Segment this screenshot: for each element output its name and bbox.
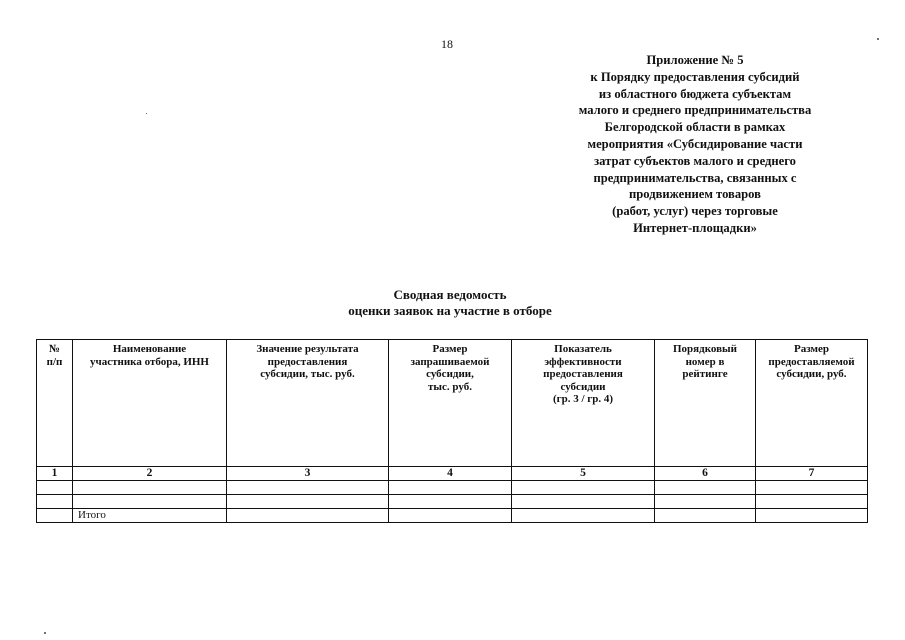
header-cell-requested-amount: Размер запрашиваемой субсидии, тыс. руб. bbox=[389, 340, 512, 467]
table-cell bbox=[655, 495, 756, 509]
page-number: 18 bbox=[441, 37, 453, 51]
appendix-line: из областного бюджета субъектам bbox=[598, 86, 792, 101]
column-number-row bbox=[37, 467, 868, 481]
summary-table bbox=[36, 339, 868, 523]
appendix-line: мероприятия «Субсидирование части bbox=[587, 136, 803, 151]
summary-table-container bbox=[36, 339, 868, 523]
table-cell bbox=[512, 509, 655, 523]
table-cell bbox=[756, 481, 868, 495]
table-cell bbox=[37, 509, 73, 523]
column-number-cell: 1 bbox=[37, 467, 73, 481]
appendix-line: к Порядку предоставления субсидий bbox=[590, 69, 800, 84]
column-number-cell: 6 bbox=[655, 467, 756, 481]
table-cell bbox=[37, 481, 73, 495]
header-cell-granted-amount: Размер предоставляемой субсидии, руб. bbox=[756, 340, 868, 467]
header-cell-result-value: Значение результата предоставления субсидии, тыс. руб. bbox=[227, 340, 389, 467]
column-number-cell: 3 bbox=[227, 467, 389, 481]
column-number-cell: 5 bbox=[512, 467, 655, 481]
document-title bbox=[300, 287, 600, 319]
appendix-line: предпринимательства, связанных с bbox=[593, 170, 797, 185]
appendix-line: малого и среднего предпринимательства bbox=[578, 103, 812, 118]
title-line-1: Сводная ведомость bbox=[393, 287, 507, 302]
column-number-cell: 4 bbox=[389, 467, 512, 481]
table-row bbox=[37, 495, 868, 509]
appendix-line: Приложение № 5 bbox=[646, 53, 744, 67]
table-cell bbox=[227, 495, 389, 509]
table-cell bbox=[227, 509, 389, 523]
header-cell-number: № п/п bbox=[37, 340, 73, 467]
table-cell bbox=[73, 495, 227, 509]
header-cell-efficiency: Показатель эффективности предоставления субсидии (гр. 3 / гр. 4) bbox=[512, 340, 655, 467]
header-cell-participant: Наименование участника отбора, ИНН bbox=[73, 340, 227, 467]
column-number-cell: 2 bbox=[73, 467, 227, 481]
table-cell bbox=[73, 481, 227, 495]
appendix-line: Интернет-площадки» bbox=[633, 220, 757, 235]
appendix-line: Белгородской области в рамках bbox=[604, 120, 786, 135]
table-cell bbox=[512, 495, 655, 509]
table-cell bbox=[389, 495, 512, 509]
appendix-header bbox=[540, 52, 850, 237]
table-cell bbox=[389, 481, 512, 495]
scan-speck bbox=[146, 113, 147, 114]
table-cell bbox=[227, 481, 389, 495]
appendix-line: (работ, услуг) через торговые bbox=[612, 204, 778, 219]
table-cell bbox=[512, 481, 655, 495]
total-label: Итого bbox=[73, 509, 227, 523]
column-number-cell: 7 bbox=[756, 467, 868, 481]
header-cell-rank: Порядковый номер в рейтинге bbox=[655, 340, 756, 467]
table-row bbox=[37, 481, 868, 495]
header-row bbox=[37, 340, 868, 467]
table-cell bbox=[389, 509, 512, 523]
title-line-2: оценки заявок на участие в отборе bbox=[348, 303, 552, 318]
table-cell bbox=[655, 509, 756, 523]
table-cell bbox=[37, 495, 73, 509]
scan-speck bbox=[877, 38, 879, 40]
table-cell bbox=[756, 509, 868, 523]
appendix-line: продвижением товаров bbox=[629, 187, 761, 202]
total-row bbox=[37, 509, 868, 523]
appendix-line: затрат субъектов малого и среднего bbox=[594, 153, 796, 168]
scan-speck bbox=[44, 632, 46, 634]
table-cell bbox=[756, 495, 868, 509]
table-cell bbox=[655, 481, 756, 495]
